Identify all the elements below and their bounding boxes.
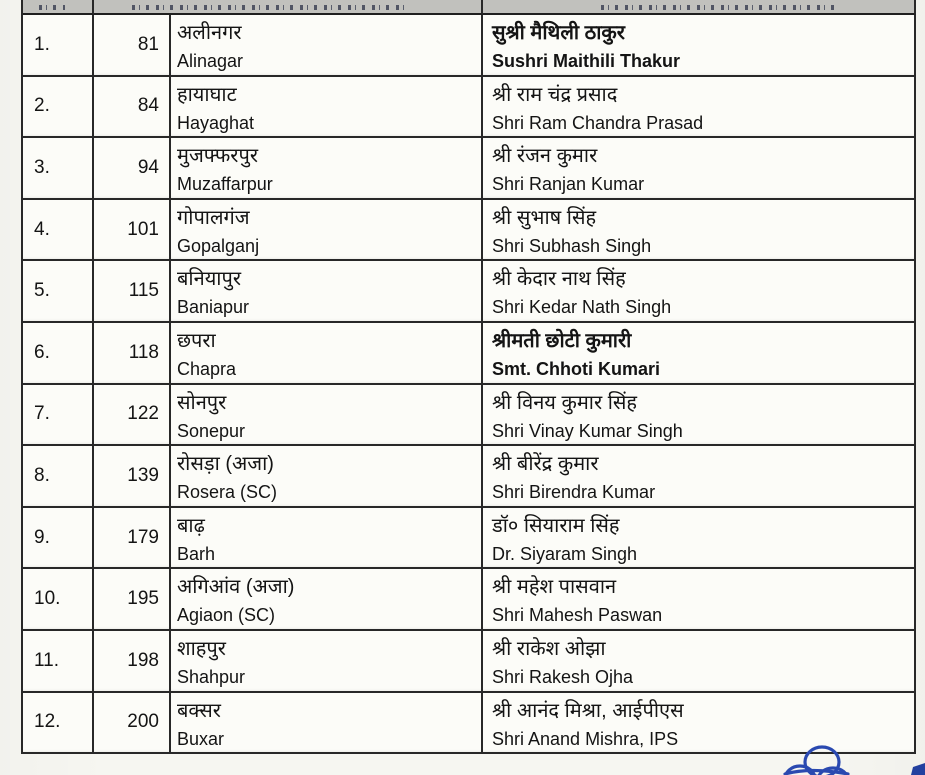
- candidate-name-hindi: श्री बीरेंद्र कुमार: [492, 453, 599, 476]
- constituency-name-cell: [171, 15, 483, 77]
- constituency-name-hindi: रोसड़ा (अजा): [177, 453, 274, 476]
- constituency-name-hindi: बनियापुर: [177, 268, 242, 291]
- candidate-name-cell: [483, 693, 916, 755]
- candidate-name-english: Shri Subhash Singh: [492, 235, 652, 256]
- ink-mark: [911, 763, 925, 775]
- constituency-number-cell: 139: [94, 446, 171, 508]
- constituency-name-cell: [171, 77, 483, 139]
- constituency-name-cell: [171, 323, 483, 385]
- candidate-name-hindi: श्री विनय कुमार सिंह: [492, 391, 638, 414]
- constituency-name-hindi: मुजफ्फरपुर: [177, 145, 258, 168]
- candidate-name-hindi: श्री महेश पासवान: [492, 576, 617, 599]
- candidate-name-english: Sushri Maithili Thakur: [492, 51, 681, 71]
- candidate-name-cell: [483, 508, 916, 570]
- constituency-name-cell: [171, 693, 483, 755]
- serial-number-cell: 11.: [23, 631, 94, 693]
- serial-number-cell: 6.: [23, 323, 94, 385]
- constituency-name-hindi: अलीनगर: [177, 22, 242, 44]
- candidate-name-english: Shri Kedar Nath Singh: [492, 297, 672, 318]
- constituency-name-hindi: गोपालगंज: [177, 206, 250, 229]
- serial-number-cell: 12.: [23, 693, 94, 755]
- constituency-name-english: Alinagar: [177, 51, 244, 71]
- constituency-number-cell: 94: [94, 138, 171, 200]
- candidate-name-hindi: श्री रंजन कुमार: [492, 145, 598, 168]
- candidate-name-cell: [483, 200, 916, 262]
- constituency-number-cell: 118: [94, 323, 171, 385]
- candidates-table: [21, 0, 916, 754]
- candidate-name-cell: [483, 77, 916, 139]
- candidate-name-english: Shri Ram Chandra Prasad: [492, 112, 704, 133]
- constituency-name-english: Agiaon (SC): [177, 605, 276, 626]
- serial-number-cell: 4.: [23, 200, 94, 262]
- serial-number-cell: 9.: [23, 508, 94, 570]
- constituency-name-english: Baniapur: [177, 297, 250, 318]
- table-header-candidate-cell: [483, 0, 916, 15]
- serial-number-cell: 3.: [23, 138, 94, 200]
- serial-number-cell: 1.: [23, 15, 94, 77]
- candidate-name-hindi: श्री राकेश ओझा: [492, 637, 606, 660]
- constituency-name-english: Buxar: [177, 728, 225, 749]
- candidate-name-hindi: श्री राम चंद्र प्रसाद: [492, 83, 618, 106]
- constituency-name-english: Chapra: [177, 358, 237, 379]
- cropped-header-text-fragment: [39, 5, 65, 10]
- constituency-name-english: Gopalganj: [177, 235, 260, 256]
- candidate-name-english: Smt. Chhoti Kumari: [492, 358, 661, 379]
- constituency-name-hindi: शाहपुर: [177, 637, 226, 660]
- candidate-name-hindi: श्रीमती छोटी कुमारी: [492, 329, 632, 352]
- constituency-name-cell: [171, 569, 483, 631]
- constituency-number-cell: 115: [94, 261, 171, 323]
- constituency-name-hindi: बक्सर: [177, 699, 221, 722]
- candidate-name-english: Shri Mahesh Paswan: [492, 605, 663, 626]
- candidate-name-cell: [483, 261, 916, 323]
- constituency-number-cell: 200: [94, 693, 171, 755]
- constituency-name-english: Shahpur: [177, 666, 246, 687]
- candidate-name-cell: [483, 385, 916, 447]
- candidate-name-english: Shri Vinay Kumar Singh: [492, 420, 683, 441]
- candidate-name-cell: [483, 323, 916, 385]
- candidate-name-cell: [483, 15, 916, 77]
- constituency-name-hindi: हायाघाट: [177, 83, 237, 106]
- constituency-number-cell: 84: [94, 77, 171, 139]
- cropped-header-text-fragment: [601, 5, 835, 10]
- candidate-name-hindi: डॉ० सियाराम सिंह: [492, 514, 620, 537]
- constituency-name-hindi: अगिआंव (अजा): [177, 576, 295, 599]
- candidate-name-english: Shri Anand Mishra, IPS: [492, 728, 679, 749]
- constituency-number-cell: 101: [94, 200, 171, 262]
- constituency-name-hindi: सोनपुर: [177, 391, 227, 414]
- constituency-name-cell: [171, 446, 483, 508]
- table-header-serial-cell: [23, 0, 94, 15]
- constituency-name-cell: [171, 261, 483, 323]
- candidate-name-english: Shri Rakesh Ojha: [492, 666, 634, 687]
- candidate-name-cell: [483, 569, 916, 631]
- serial-number-cell: 10.: [23, 569, 94, 631]
- constituency-name-hindi: छपरा: [177, 329, 216, 352]
- constituency-name-english: Rosera (SC): [177, 482, 278, 503]
- constituency-name-english: Muzaffarpur: [177, 174, 273, 195]
- constituency-name-english: Hayaghat: [177, 112, 255, 133]
- serial-number-cell: 7.: [23, 385, 94, 447]
- constituency-name-cell: [171, 385, 483, 447]
- serial-number-cell: 8.: [23, 446, 94, 508]
- candidate-name-hindi: श्री आनंद मिश्रा, आईपीएस: [492, 699, 684, 722]
- candidate-name-cell: [483, 138, 916, 200]
- constituency-name-cell: [171, 631, 483, 693]
- candidate-name-hindi: सुश्री मैथिली ठाकुर: [492, 22, 625, 44]
- table-header-constituency-cell: [94, 0, 483, 15]
- constituency-name-english: Barh: [177, 543, 216, 564]
- constituency-number-cell: 81: [94, 15, 171, 77]
- constituency-name-cell: [171, 200, 483, 262]
- constituency-number-cell: 195: [94, 569, 171, 631]
- candidate-name-hindi: श्री केदार नाथ सिंह: [492, 268, 626, 291]
- serial-number-cell: 5.: [23, 261, 94, 323]
- candidate-name-english: Shri Birendra Kumar: [492, 482, 656, 503]
- candidate-name-hindi: श्री सुभाष सिंह: [492, 206, 597, 229]
- constituency-name-english: Sonepur: [177, 420, 246, 441]
- constituency-name-hindi: बाढ़: [177, 514, 205, 537]
- candidate-name-cell: [483, 446, 916, 508]
- constituency-name-cell: [171, 508, 483, 570]
- constituency-name-cell: [171, 138, 483, 200]
- candidate-name-cell: [483, 631, 916, 693]
- constituency-number-cell: 179: [94, 508, 171, 570]
- constituency-number-cell: 122: [94, 385, 171, 447]
- constituency-number-cell: 198: [94, 631, 171, 693]
- serial-number-cell: 2.: [23, 77, 94, 139]
- candidate-name-english: Shri Ranjan Kumar: [492, 174, 645, 195]
- cropped-header-text-fragment: [132, 5, 404, 10]
- candidate-name-english: Dr. Siyaram Singh: [492, 543, 638, 564]
